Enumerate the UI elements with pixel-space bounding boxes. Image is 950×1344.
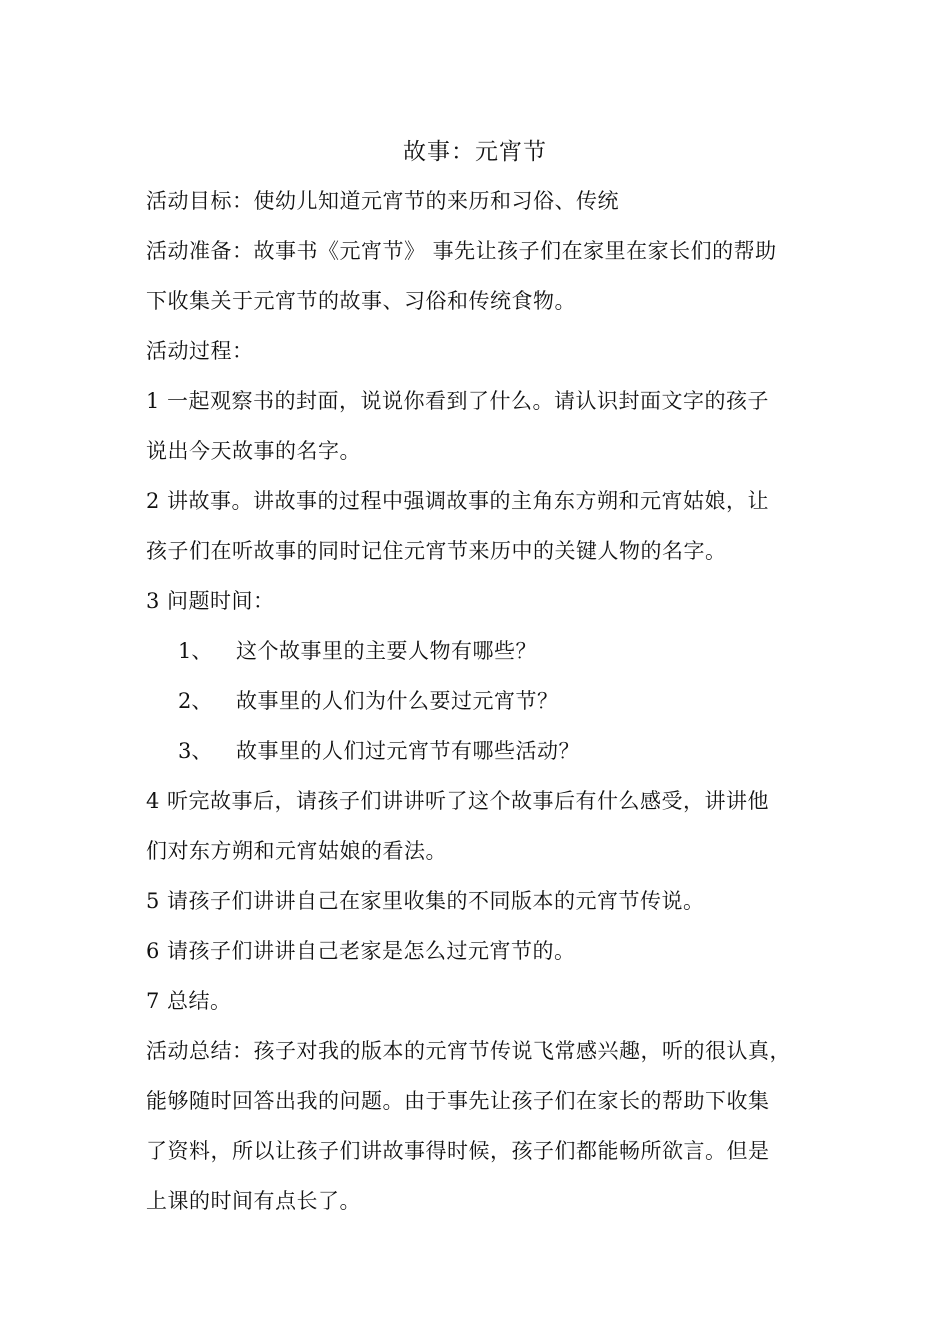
step-5: 5 请孩子们讲讲自己在家里收集的不同版本的元宵节传说。 <box>146 889 705 913</box>
question-3-number: 3、 <box>178 739 213 763</box>
summary-line-2: 能够随时回答出我的问题。由于事先让孩子们在家长的帮助下收集 <box>146 1089 770 1113</box>
question-2-text: 故事里的人们为什么要过元宵节？ <box>236 689 559 713</box>
step-7: 7 总结。 <box>146 989 232 1013</box>
activity-process-heading: 活动过程： <box>146 339 254 363</box>
summary-line-4: 上课的时间有点长了。 <box>146 1189 361 1213</box>
step-4-line-1: 4 听完故事后，请孩子们讲讲听了这个故事后有什么感受，讲讲他 <box>146 789 770 813</box>
summary-line-3: 了资料，所以让孩子们讲故事得时候，孩子们都能畅所欲言。但是 <box>146 1139 770 1163</box>
summary-line-1: 活动总结：孩子对我的版本的元宵节传说飞常感兴趣，听的很认真， <box>146 1039 791 1063</box>
question-1-number: 1、 <box>178 639 213 663</box>
step-3: 3 问题时间： <box>146 589 275 613</box>
activity-prep-line-1: 活动准备：故事书《元宵节》 事先让孩子们在家里在家长们的帮助 <box>146 239 777 263</box>
activity-prep-line-2: 下收集关于元宵节的故事、习俗和传统食物。 <box>146 289 576 313</box>
activity-goal: 活动目标：使幼儿知道元宵节的来历和习俗、传统 <box>146 189 619 213</box>
step-1-line-1: 1 一起观察书的封面，说说你看到了什么。请认识封面文字的孩子 <box>146 389 770 413</box>
question-1-text: 这个故事里的主要人物有哪些？ <box>236 639 537 663</box>
step-1-line-2: 说出今天故事的名字。 <box>146 439 361 463</box>
step-4-line-2: 们对东方朔和元宵姑娘的看法。 <box>146 839 447 863</box>
document-title: 故事：元宵节 <box>403 139 547 165</box>
question-3-text: 故事里的人们过元宵节有哪些活动？ <box>236 739 580 763</box>
question-2-number: 2、 <box>178 689 213 713</box>
step-2-line-1: 2 讲故事。讲故事的过程中强调故事的主角东方朔和元宵姑娘，让 <box>146 489 770 513</box>
step-6: 6 请孩子们讲讲自己老家是怎么过元宵节的。 <box>146 939 576 963</box>
step-2-line-2: 孩子们在听故事的同时记住元宵节来历中的关键人物的名字。 <box>146 539 727 563</box>
